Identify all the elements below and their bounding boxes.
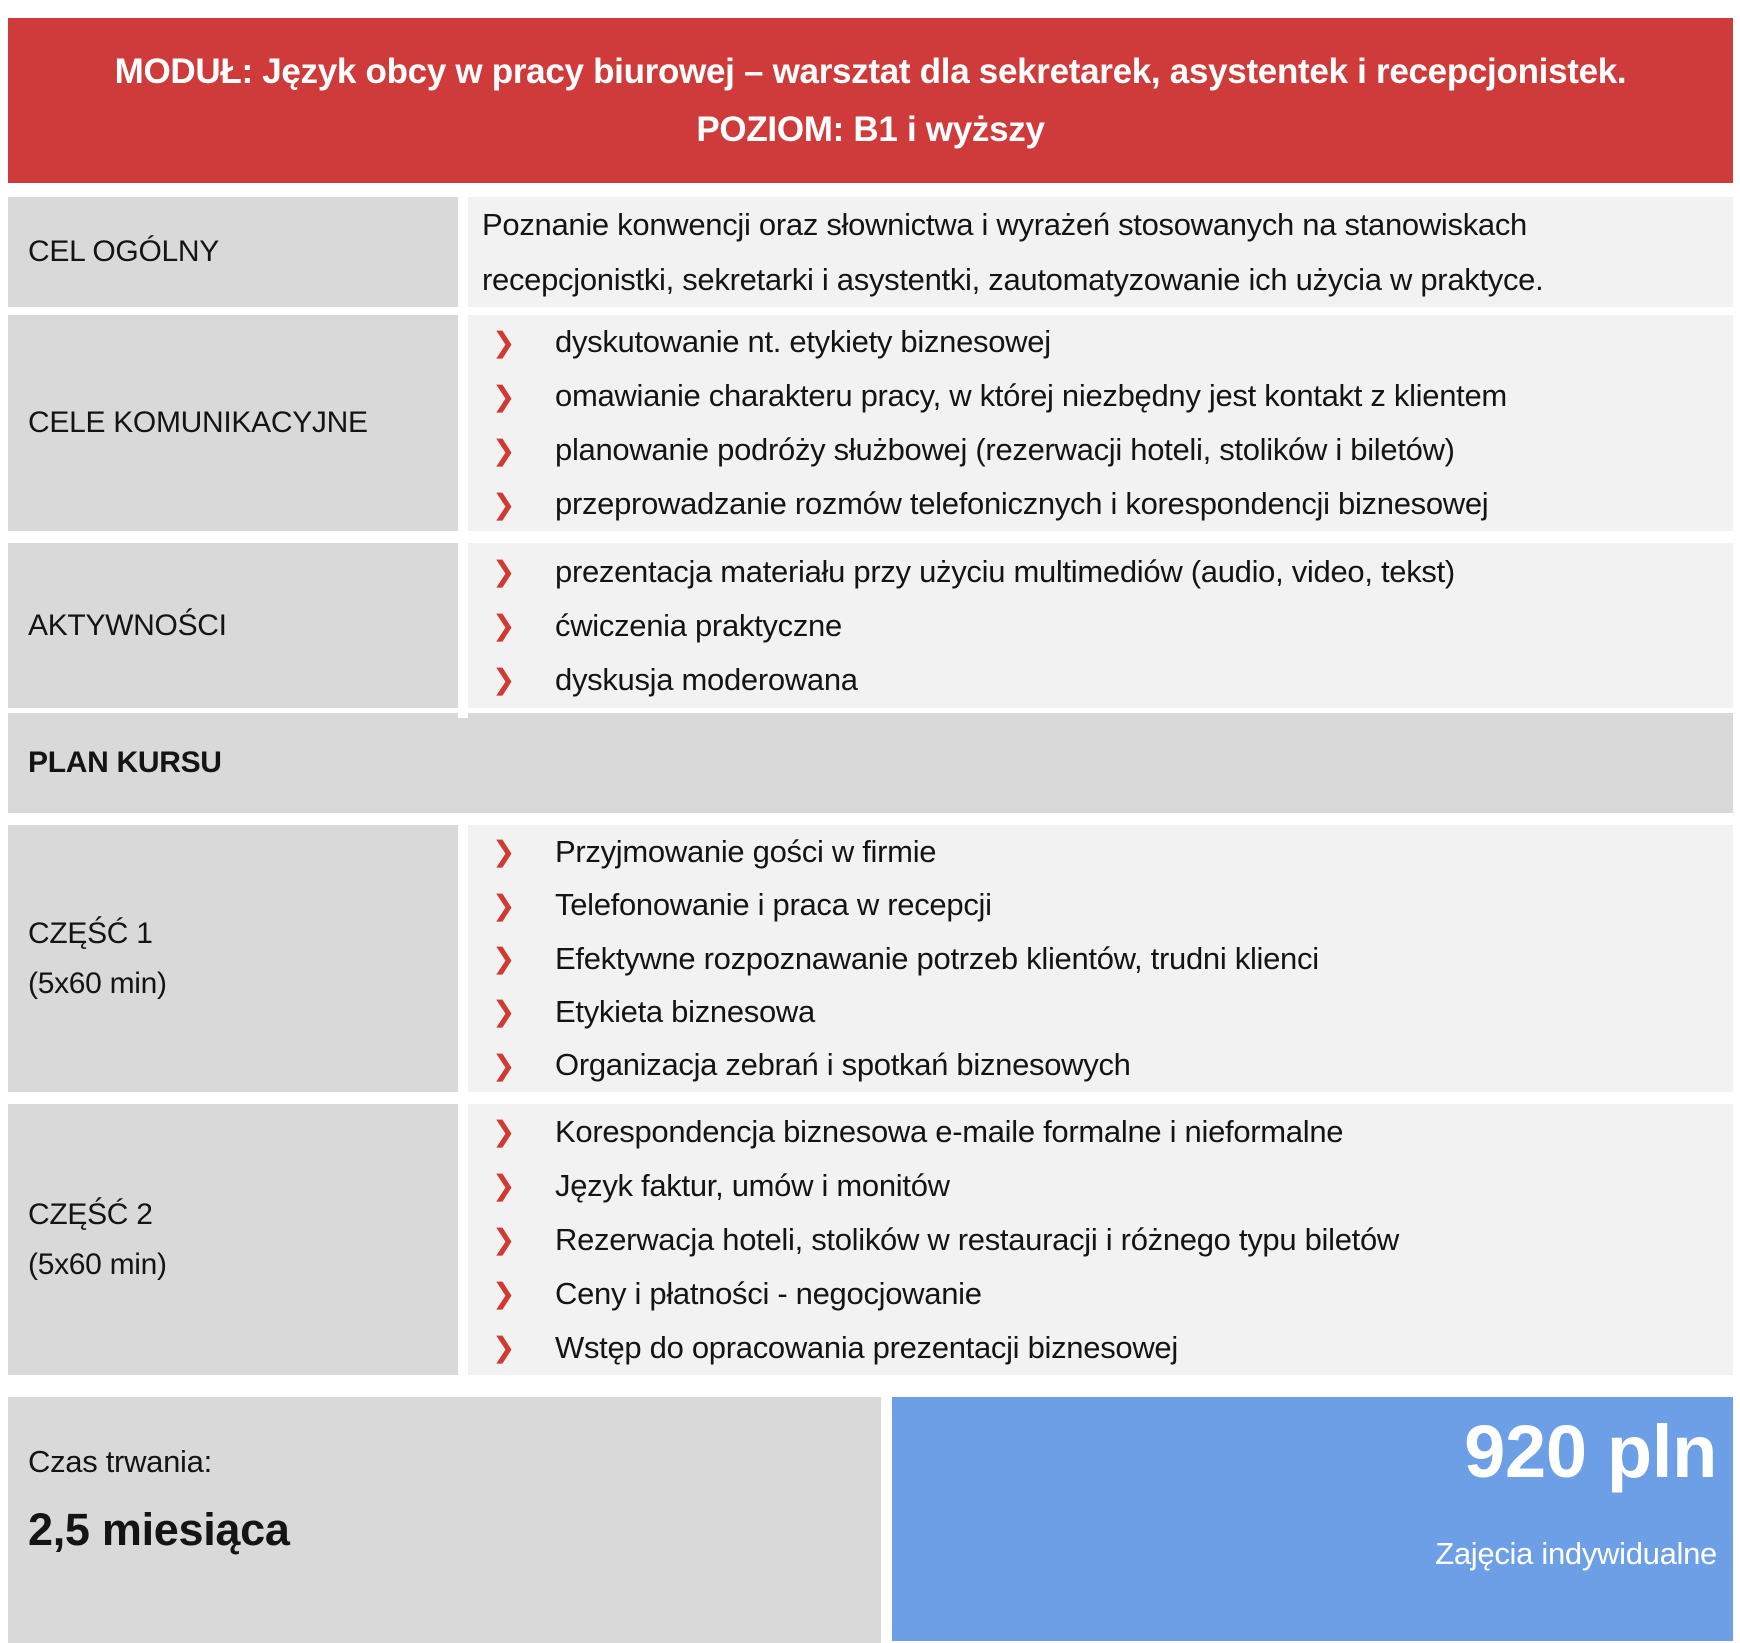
list-item: [468, 653, 1733, 707]
row-label-part-2: [8, 1104, 458, 1375]
list-item: [468, 545, 1733, 599]
list-item-text: Język faktur, umów i monitów: [555, 1167, 950, 1203]
communication-goals-list-cell: [468, 315, 1733, 531]
row-part-2: [8, 1104, 1733, 1375]
column-gap-notch: [458, 713, 468, 718]
list-item-text: Organizacja zebrań i spotkań biznesowych: [555, 1047, 1131, 1083]
footer-price-box: [892, 1397, 1733, 1641]
module-level: POZIOM: B1 i wyższy: [696, 109, 1045, 149]
list-item-text: Korespondencja biznesowa e-maile formalne i nieformalne: [555, 1113, 1344, 1149]
chevron-right-icon: ❯: [492, 1115, 516, 1148]
list-item: [468, 599, 1733, 653]
list-item-text: ćwiczenia praktyczne: [555, 607, 842, 643]
chevron-right-icon: ❯: [492, 433, 516, 467]
part-duration: (5x60 min): [28, 1247, 167, 1281]
list-item: [468, 1213, 1733, 1267]
row-label-part-1: [8, 825, 458, 1092]
list-item-text: dyskusja moderowana: [555, 661, 858, 697]
price-value: 920 pln: [1464, 1410, 1717, 1493]
list-item-text: Wstęp do opracowania prezentacji biznesowej: [555, 1329, 1178, 1365]
list-item: [468, 369, 1733, 423]
list-item: [468, 1039, 1733, 1092]
chevron-right-icon: ❯: [492, 379, 516, 413]
chevron-right-icon: ❯: [492, 1223, 516, 1256]
chevron-right-icon: ❯: [492, 835, 516, 869]
bullet-list: [468, 315, 1733, 531]
list-item-text: Etykieta biznesowa: [555, 993, 815, 1029]
chevron-right-icon: ❯: [492, 663, 516, 696]
part-2-list-cell: [468, 1104, 1733, 1375]
list-item-text: dyskutowanie nt. etykiety biznesowej: [555, 324, 1051, 359]
list-item-text: przeprowadzanie rozmów telefonicznych i korespondencji biznesowej: [555, 486, 1489, 521]
chevron-right-icon: ❯: [492, 1331, 516, 1364]
row-general-goal: [8, 197, 1733, 307]
chevron-right-icon: ❯: [492, 942, 516, 975]
list-item-text: Efektywne rozpoznawanie potrzeb klientów, trudni klienci: [555, 940, 1319, 976]
duration-label: Czas trwania:: [28, 1444, 212, 1479]
list-item: [468, 1321, 1733, 1375]
plan-header-band: [8, 713, 1733, 813]
row-activities: [8, 543, 1733, 708]
price-note: Zajęcia indywidualne: [1435, 1536, 1717, 1572]
list-item: [468, 1267, 1733, 1321]
footer-duration-box: [8, 1397, 881, 1643]
chevron-right-icon: ❯: [492, 555, 516, 588]
list-item: [468, 477, 1733, 531]
list-item-text: planowanie podróży służbowej (rezerwacji hoteli, stolików i biletów): [555, 432, 1455, 467]
list-item: [468, 932, 1733, 985]
chevron-right-icon: ❯: [492, 487, 516, 521]
module-title: MODUŁ: Język obcy w pracy biurowej – warsztat dla sekretarek, asystentek i recepcjonistek.: [114, 51, 1627, 91]
list-item: [468, 825, 1733, 878]
part-1-list-cell: [468, 825, 1733, 1092]
list-item-text: Telefonowanie i praca w recepcji: [555, 887, 992, 923]
chevron-right-icon: ❯: [492, 1169, 516, 1202]
row-label-general-goal: CEL OGÓLNY: [8, 197, 458, 307]
chevron-right-icon: ❯: [492, 1277, 516, 1310]
chevron-right-icon: ❯: [492, 995, 516, 1029]
list-item: [468, 878, 1733, 931]
list-item-text: Rezerwacja hoteli, stolików w restauracji i różnego typu biletów: [555, 1221, 1400, 1257]
activities-list-cell: [468, 543, 1733, 708]
plan-header-title: PLAN KURSU: [28, 746, 222, 779]
chevron-right-icon: ❯: [492, 1048, 516, 1082]
list-item: [468, 1159, 1733, 1213]
module-header-banner: [8, 18, 1733, 183]
general-goal-text: Poznanie konwencji oraz słownictwa i wyrażeń stosowanych na stanowiskach recepcjonistki, sekretarki i asystentki, zautomatyzowanie ich użycia w praktyce.: [468, 197, 1733, 307]
list-item-text: omawianie charakteru pracy, w której niezbędny jest kontakt z klientem: [555, 378, 1507, 413]
list-item-text: prezentacja materiału przy użyciu multimediów (audio, video, tekst): [555, 553, 1455, 589]
chevron-right-icon: ❯: [492, 609, 516, 642]
bullet-list: [468, 1104, 1733, 1375]
row-communication-goals: [8, 315, 1733, 531]
part-name: CZĘŚĆ 2: [28, 1197, 153, 1231]
chevron-right-icon: ❯: [492, 325, 516, 359]
bullet-list: [468, 543, 1733, 708]
bullet-list: [468, 825, 1733, 1092]
list-item: [468, 985, 1733, 1038]
duration-value: 2,5 miesiąca: [28, 1504, 290, 1555]
part-duration: (5x60 min): [28, 966, 167, 1000]
row-label-activities: AKTYWNOŚCI: [8, 543, 458, 708]
list-item-text: Przyjmowanie gości w firmie: [555, 833, 937, 869]
chevron-right-icon: ❯: [492, 888, 516, 922]
part-name: CZĘŚĆ 1: [28, 916, 153, 950]
list-item: [468, 1105, 1733, 1159]
list-item: [468, 423, 1733, 477]
list-item-text: Ceny i płatności - negocjowanie: [555, 1275, 982, 1311]
list-item: [468, 315, 1733, 369]
row-part-1: [8, 825, 1733, 1092]
row-label-communication-goals: CELE KOMUNIKACYJNE: [8, 315, 458, 531]
